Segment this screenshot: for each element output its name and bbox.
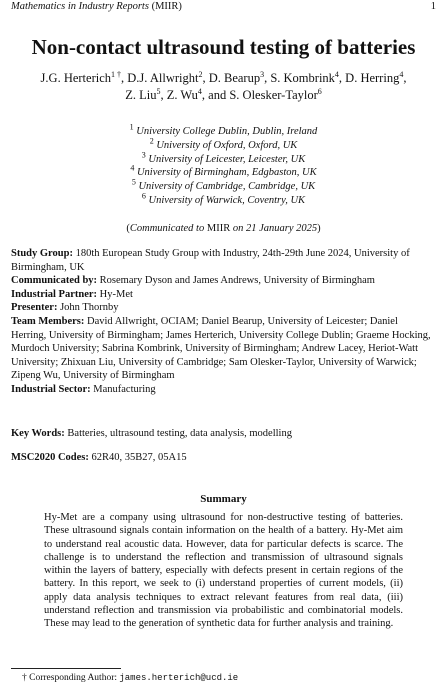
- running-head: [11, 0, 436, 14]
- author: Z. Liu$^5$,: [125, 86, 167, 102]
- key-words: Key Words: Batteries, ultrasound testing, data analysis, modelling: [11, 428, 292, 439]
- summary-text: Hy-Met are a company using ultrasound for non-destructive testing of batteries. These ultrasound signals contain information on the health of a battery. Hy-Met aim to understand real acoustic data. However, data for particular defects is scarce. The challenge is to understand the reflection and transmission of ultrasound signals within the layers of battery, especially with defects present in certain regions of the battery. In this report, we seek to (i) understand properties of current models, (ii) apply data analysis techniques to extract relevant features from real data, (iii) understand reflection and transmission via probabilistic and combinatorial models. These may lead to the generation of synthetic data for further analysis and training.: [44, 512, 403, 630]
- paper-title: Non-contact ultrasound testing of batteries: [31, 35, 416, 59]
- communicated-by: Communicated by: Rosemary Dyson and James Andrews, University of Birmingham: [11, 275, 375, 287]
- msc-codes: MSC2020 Codes: 62R40, 35B27, 05A15: [11, 452, 187, 463]
- study-group: Study Group: 180th European Study Group with Industry, 24th-29th June 2024, University of Birmingham, UK: [11, 248, 410, 273]
- affiliation: $^5$ University of Cambridge, Cambridge, UK: [131, 177, 316, 193]
- journal-abbrev: (MIIR): [151, 1, 182, 12]
- author: D.J. Allwright$^2$,: [127, 69, 209, 85]
- author: Z. Wu$^4$, and: [166, 86, 230, 102]
- affiliation: $^1$ University College Dublin, Dublin, Ireland: [129, 122, 318, 137]
- footnote: † Corresponding Author: james.herterich@ucd.ie: [22, 673, 239, 683]
- report-metadata: [11, 247, 435, 397]
- affiliation-list: [0, 122, 447, 208]
- industrial-sector: Industrial Sector: Manufacturing: [11, 383, 156, 395]
- summary-heading: Summary: [200, 493, 247, 505]
- industrial-partner: Industrial Partner: Hy-Met: [11, 288, 133, 300]
- author: D. Bearup$^3$,: [208, 69, 271, 85]
- author: J.G. Herterich$^{1 \dagger}$,: [40, 69, 128, 85]
- affiliation: $^3$ University of Leicester, Leicester, UK: [141, 150, 306, 165]
- communicated-line: (Communicated to MIIR on 21 January 2025): [126, 223, 321, 234]
- affiliation: $^4$ University of Birmingham, Edgbaston, UK: [130, 163, 317, 179]
- team-members: Team Members: David Allwright, OCIAM; Daniel Bearup, University of Leicester; Daniel Herring, University of Birmingham; James Herterich, University College Dublin; Graeme Hocking, Murdoch University; Sabrina Kombrink, University of Birmingham; Andrew Lacey, Heriot-Watt University; Zhixuan Liu, University of Cambridge; Sam Olesker-Taylor, University of Warwick; Zipeng Wu, University of Birmingham: [11, 315, 431, 382]
- author-list: [40, 70, 407, 104]
- corresponding-email: james.herterich@ucd.ie: [119, 673, 239, 683]
- journal-name: Mathematics in Industry Reports: [11, 1, 149, 12]
- affiliation: $^6$ University of Warwick, Coventry, UK: [141, 191, 306, 206]
- presenter: Presenter: John Thornby: [11, 302, 119, 314]
- author: D. Herring$^4$,: [345, 69, 407, 85]
- affiliation: $^2$ University of Oxford, Oxford, UK: [149, 136, 298, 151]
- author: S. Kombrink$^4$,: [270, 69, 346, 85]
- footnote-rule: [11, 668, 121, 669]
- author: S. Olesker-Taylor$^6$: [229, 86, 322, 102]
- page-number: 1: [430, 1, 436, 12]
